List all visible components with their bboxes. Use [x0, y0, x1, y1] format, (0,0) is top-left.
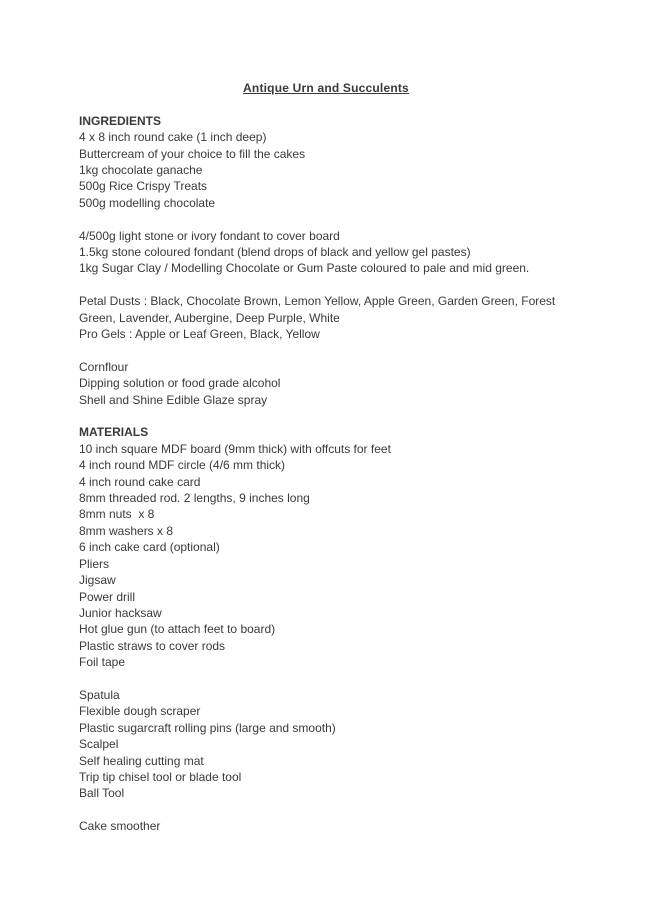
document-line: 6 inch cake card (optional) — [79, 540, 220, 555]
document-body — [79, 96, 592, 834]
document-line: 4 inch round MDF circle (4/6 mm thick) — [79, 458, 286, 473]
document-line: Ball Tool — [79, 786, 125, 801]
document-line: Plastic sugarcraft rolling pins (large and smooth) — [79, 720, 336, 735]
document-line: Plastic straws to cover rods — [79, 638, 226, 653]
document-line: Pro Gels : Apple or Leaf Green, Black, Yellow — [79, 327, 320, 342]
document-line: Trip tip chisel tool or blade tool — [79, 769, 242, 784]
document-line: Hot glue gun (to attach feet to board) — [79, 622, 276, 637]
document-line: 500g modelling chocolate — [79, 195, 216, 210]
document-line: Junior hacksaw — [79, 605, 162, 620]
document-line: 4/500g light stone or ivory fondant to cover board — [79, 228, 340, 243]
document-line: Power drill — [79, 589, 136, 604]
blank-line — [79, 802, 592, 818]
section-heading: MATERIALS — [79, 425, 149, 440]
document-line: Scalpel — [79, 737, 119, 752]
blank-line — [79, 342, 592, 358]
blank-line — [79, 277, 592, 293]
document-line: Foil tape — [79, 655, 126, 670]
section-heading: INGREDIENTS — [79, 113, 162, 128]
blank-line — [79, 671, 592, 687]
document-line: 1kg chocolate ganache — [79, 163, 203, 178]
document-line: Flexible dough scraper — [79, 704, 201, 719]
document-line: 8mm threaded rod. 2 lengths, 9 inches long — [79, 491, 310, 506]
document-line: 10 inch square MDF board (9mm thick) with offcuts for feet — [79, 441, 391, 456]
blank-line — [79, 211, 592, 227]
blank-line — [79, 408, 592, 424]
document-line: Pliers — [79, 556, 110, 571]
document-line: Green, Lavender, Aubergine, Deep Purple, White — [79, 310, 340, 325]
blank-line — [79, 96, 592, 112]
document-line: 1.5kg stone coloured fondant (blend drops of black and yellow gel pastes) — [79, 245, 471, 260]
document-line: Dipping solution or food grade alcohol — [79, 376, 281, 391]
document-line: 8mm nuts x 8 — [79, 507, 155, 522]
document-line: Buttercream of your choice to fill the cakes — [79, 146, 306, 161]
document-line: Spatula — [79, 687, 120, 702]
document-line: Cake smoother — [79, 819, 161, 834]
document-line: 1kg Sugar Clay / Modelling Chocolate or Gum Paste coloured to pale and mid green. — [79, 261, 530, 276]
document-line: Jigsaw — [79, 573, 116, 588]
document-line: Shell and Shine Edible Glaze spray — [79, 392, 268, 407]
document-line: Cornflour — [79, 359, 129, 374]
document-line: 8mm washers x 8 — [79, 523, 174, 538]
document-title: Antique Urn and Succulents — [243, 81, 409, 95]
document-line: Petal Dusts : Black, Chocolate Brown, Lemon Yellow, Apple Green, Garden Green, Forest — [79, 294, 556, 309]
document-line: Self healing cutting mat — [79, 753, 204, 768]
document-line: 4 inch round cake card — [79, 474, 201, 489]
document-line: 500g Rice Crispy Treats — [79, 179, 208, 194]
document-line: 4 x 8 inch round cake (1 inch deep) — [79, 130, 267, 145]
